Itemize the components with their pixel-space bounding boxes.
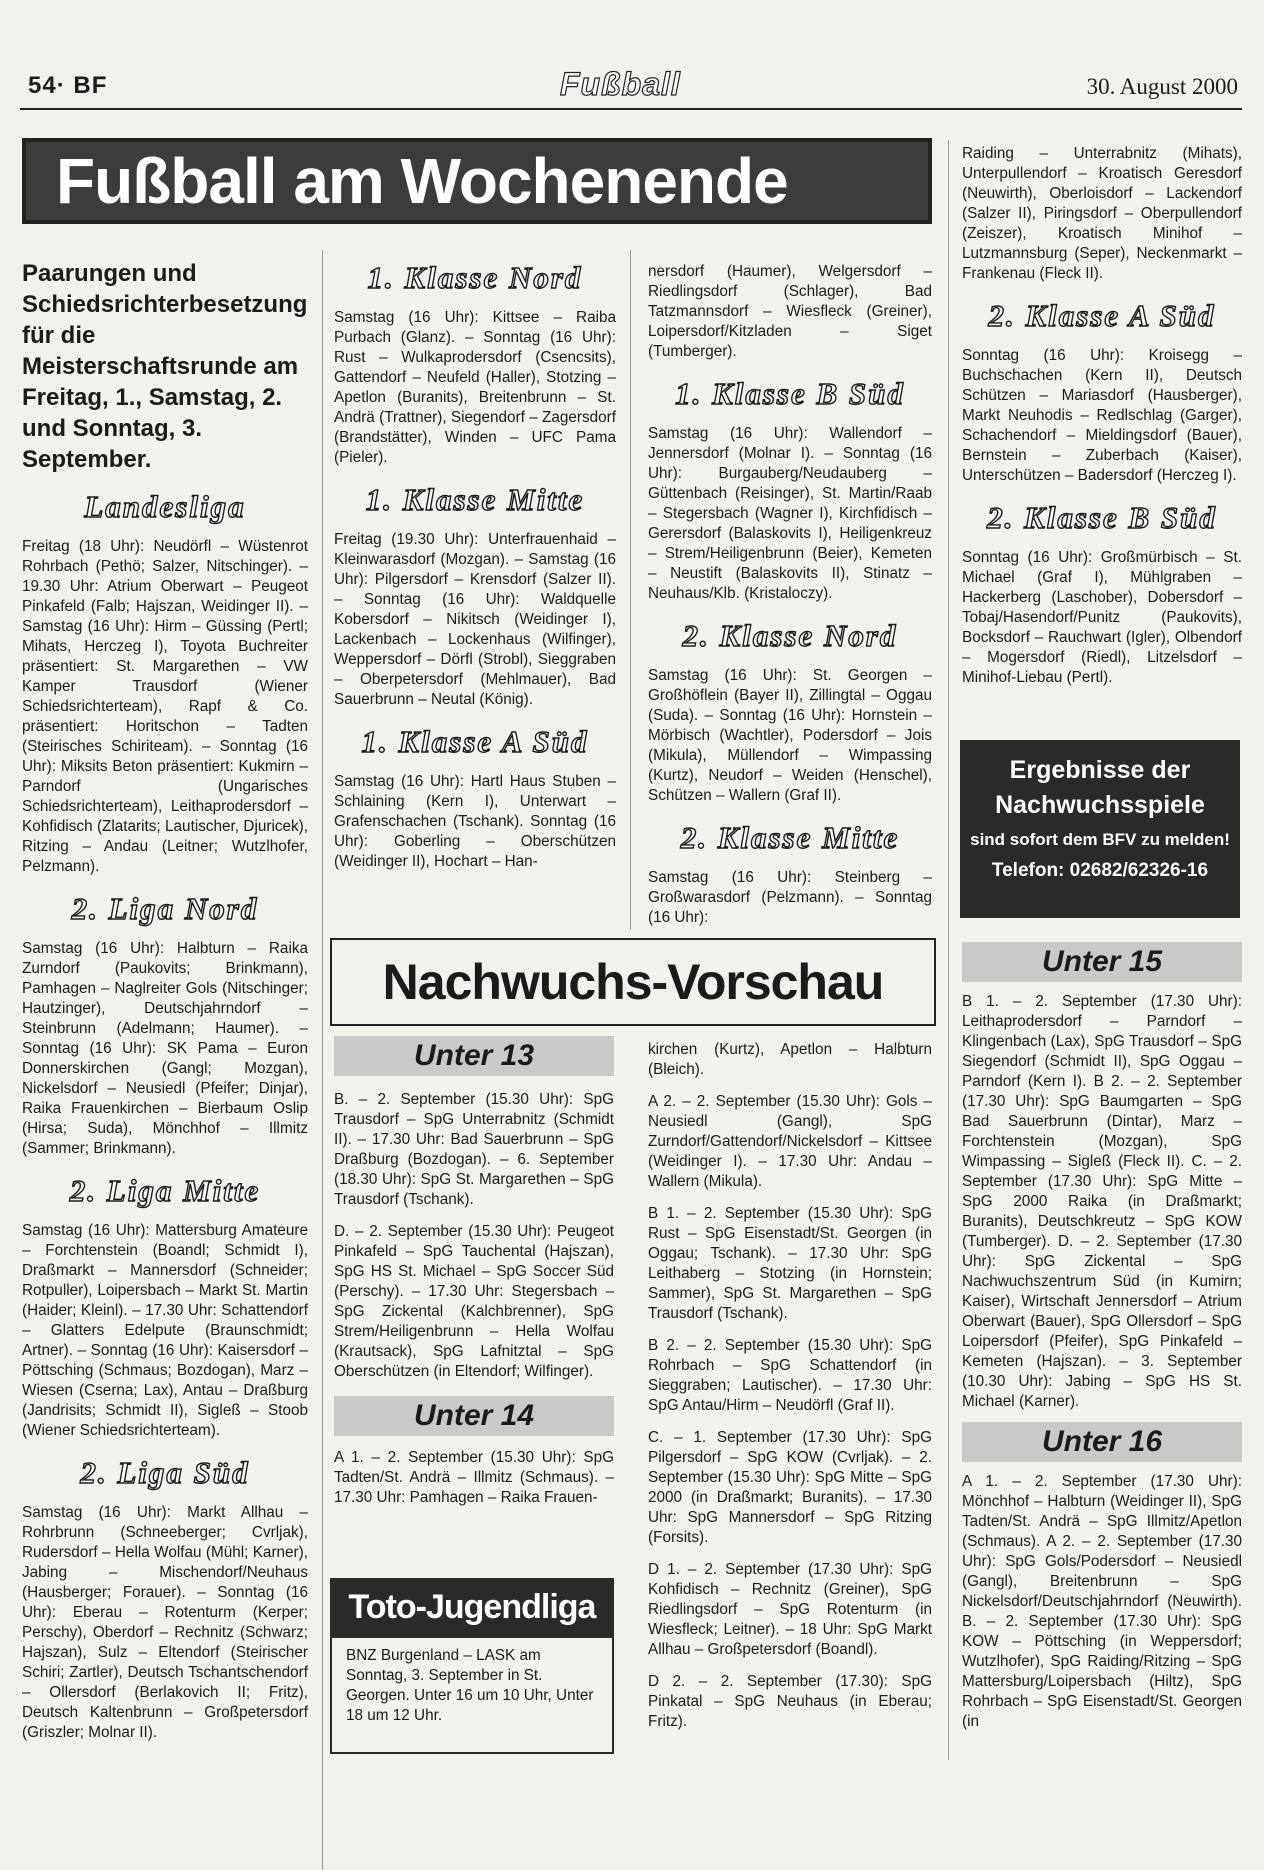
toto-league-title: Toto-Jugendliga (330, 1578, 614, 1636)
youth-fixtures: kirchen (Kurtz), Apetlon – Halbturn (Bleich). (648, 1041, 932, 1078)
header-rule (20, 108, 1242, 110)
league-heading: 1. Klasse Nord (367, 260, 583, 295)
youth-column-1 (334, 1036, 614, 1508)
page-number: 54· BF (28, 72, 108, 99)
youth-fixtures: B 1. – 2. September (15.30 Uhr): SpG Rust – SpG Eisenstadt/St. Georgen (in Oggau; Tschank). – 17.30 Uhr: SpG Leithaberg – Stotzing (in Hornstein; Sammer), SpG St. Margarethen – SpG Trausdorf (Tschank). (648, 1205, 932, 1322)
intro-text: Paarungen und Schiedsrichterbesetzung für die Meisterschaftsrunde am Freitag, 1., Samstag, 2. und Sonntag, 3. September. (22, 260, 308, 473)
column-3 (648, 262, 932, 928)
league-heading: 2. Klasse Mitte (680, 820, 900, 855)
league-heading: 2. Klasse A Süd (988, 298, 1216, 333)
league-text: Raiding – Unterrabnitz (Mihats), Unterpullendorf – Kroatisch Geresdorf (Neuwirth), Oberloisdorf – Lackendorf (Salzer II), Piringsdorf – Oberpullendorf (Zeiszer), Kroatisch Minihof – Lutzmannsburg (Seper), Neckenmarkt – Frankenau (Fleck II). (962, 145, 1242, 282)
league-text: Samstag (16 Uhr): Halbturn – Raika Zurndorf (Paukovits; Brinkmann), Pamhagen – Naglreiter Gols (Nitschinger; Hautzinger), Deutschjahrndorf – Steinbrunn (Adelmann; Haumer). – Sonntag (16 Uhr): SK Pama – Euron Donnerskirchen (Gangl; Mozgan), Nickelsdorf – Neusiedl (Pfeifer; Dinjar), Raika Frauenkirchen – Bierbaum Oslip (Hirsa; Suda), Mönchhof – Illmitz (Sammer; Brinkmann). (22, 940, 308, 1157)
notice-line: Nachwuchsspiele (995, 791, 1205, 819)
league-heading: 2. Liga Nord (71, 891, 259, 926)
youth-preview-title: Nachwuchs-Vorschau (330, 938, 936, 1026)
league-heading: 1. Klasse B Süd (675, 376, 905, 411)
league-text: Sonntag (16 Uhr): Kroisegg – Buchschachen (Kern II), Deutsch Schützen – Mariasdorf (Hausberger), Markt Neuhodis – Redlschlag (Garger), Schachendorf – Mieldingsdorf (Bauer), Bernstein – Zuberbach (Kaiser), Unterschützen – Badersdorf (Herczeg I). (962, 347, 1242, 484)
league-heading: 2. Liga Mitte (69, 1173, 261, 1208)
notice-line: sind sofort dem BFV zu melden! (970, 830, 1230, 849)
league-heading: Landesliga (84, 489, 246, 524)
youth-fixtures: B 2. – 2. September (15.30 Uhr): SpG Rohrbach – SpG Schattendorf (in Sieggraben; Lautischer). – 17.30 Uhr: SpG Antau/Hirm – Neudörfl (Graf II). (648, 1337, 932, 1414)
youth-fixtures: C. – 1. September (17.30 Uhr): SpG Pilgersdorf – SpG KOW (Cvrljak). – 2. September (15.30 Uhr): SpG Mitte – SpG 2000 (in Draßmarkt; Buranits). – 17.30 Uhr: SpG Mannersdorf – SpG Ritzing (Forsits). (648, 1429, 932, 1546)
age-group-heading: Unter 14 (334, 1396, 614, 1436)
league-heading: 1. Klasse Mitte (365, 482, 585, 517)
page-headline: Fußball am Wochenende (22, 138, 932, 224)
age-group-heading: Unter 13 (334, 1036, 614, 1076)
youth-fixtures: B. – 2. September (15.30 Uhr): SpG Trausdorf – SpG Unterrabnitz (Schmidt II). – 17.30 Uhr: Bad Sauerbrunn – SpG Draßburg (Bozdogan). – 6. September (18.30 Uhr): SpG St. Margarethen – SpG Trausdorf (Tschank). (334, 1091, 614, 1208)
column-divider (948, 140, 949, 1760)
issue-date: 30. August 2000 (1086, 74, 1238, 99)
league-heading: 2. Liga Süd (80, 1455, 250, 1490)
toto-league-text: BNZ Burgenland – LASK am Sonntag, 3. September in St. Georgen. Unter 16 um 10 Uhr, Unter 18 um 12 Uhr. (346, 1647, 594, 1724)
youth-fixtures: A 1. – 2. September (15.30 Uhr): SpG Tadten/St. Andrä – Illmitz (Schmaus). – 17.30 Uhr: Pamhagen – Raika Frauen- (334, 1449, 614, 1506)
youth-fixtures: D. – 2. September (15.30 Uhr): Peugeot Pinkafeld – SpG Tauchental (Hajszan), SpG HS St. Michael – SpG Soccer Süd (Perschy). – 17.30 Uhr: Stegersbach – SpG Zickental (Kalchbrenner), SpG Strem/Heiligenbrunn – Hella Wolfau (Krautsack), SpG Lafnitztal – SpG Oberschützen (in Eltendorf; Wilfinger). (334, 1223, 614, 1380)
column-4-youth (962, 942, 1242, 1732)
age-group-heading: Unter 15 (962, 942, 1242, 982)
league-text: Freitag (19.30 Uhr): Unterfrauenhaid – Kleinwarasdorf (Mozgan). – Samstag (16 Uhr): Pilgersdorf – Krensdorf (Salzer II). – Sonntag (16 Uhr): Waldquelle Kobersdorf – Nikitsch (Weidinger I), Lackenbach – Lockenhaus (Wilfinger), Weppersdorf – Dörfl (Strobl), Sieggraben – Oberpetersdorf (Mehlmauer), Bad Sauerbrunn – Neutal (König). (334, 531, 616, 708)
youth-fixtures: D 2. – 2. September (17.30): SpG Pinkatal – SpG Neuhaus (in Eberau; Fritz). (648, 1673, 932, 1730)
league-heading: 2. Klasse Nord (682, 618, 898, 653)
league-text: Samstag (16 Uhr): Kittsee – Raiba Purbach (Glanz). – Sonntag (16 Uhr): Rust – Wulkaprodersdorf (Csencsits), Gattendorf – Neufeld (Haller), Stotzing – Apetlon (Buranits), Breitenbrunn – St. Andrä (Trattner), Siegendorf – Zagersdorf (Brandstätter), Winden – UFC Pama (Pieler). (334, 309, 616, 466)
age-group-heading: Unter 16 (962, 1422, 1242, 1462)
youth-column-2 (648, 1040, 932, 1732)
column-2 (334, 250, 616, 872)
section-title: Fußball (560, 66, 681, 102)
league-heading: 2. Klasse B Süd (987, 500, 1217, 535)
league-text: Samstag (16 Uhr): Hartl Haus Stuben – Schlaining (Kern I), Unterwart – Grafenschachen (Tschank). Sonntag (16 Uhr): Goberling – Oberschützen (Weidinger II), Hochart – Han- (334, 773, 616, 870)
column-4 (962, 144, 1242, 688)
league-text: Samstag (16 Uhr): St. Georgen – Großhöflein (Bayer II), Zillingtal – Oggau (Suda). – Sonntag (16 Uhr): Hornstein – Mörbisch (Wachtler), Podersdorf – Jois (Mikula), Müllendorf – Wimpassing (Kurtz), Neudorf – Weiden (Henschel), Schützen – Wallern (Graf II). (648, 667, 932, 804)
league-text: Freitag (18 Uhr): Neudörfl – Wüstenrot Rohrbach (Pethö; Salzer, Nitschinger). – 19.30 Uhr: Atrium Oberwart – Peugeot Pinkafeld (Falb; Hajszan, Weidinger II). – Samstag (16 Uhr): Hirm – Güssing (Pertl; Mihats, Herczeg I), Toyota Buchreiter präsentiert: St. Margarethen – VW Kamper Trausdorf (Wiener Schiedsrichterteam), Rapf & Co. präsentiert: Horitschon – Tadten (Steirisches Schiriteam). – Sonntag (16 Uhr): Miksits Beton präsentiert: Kukmirn – Parndorf (Ungarisches Schiedsrichterteam), Leithaprodersdorf – Kohfidisch (Zlatarits; Lautischer, Djuricek), Ritzing – Andau (Leitner; Wutzlhofer, Pelzmann). (22, 538, 308, 875)
notice-line: Ergebnisse der (1009, 756, 1191, 784)
notice-phone: Telefon: 02682/62326-16 (991, 860, 1209, 881)
column-divider (630, 250, 631, 930)
toto-league-box (330, 1636, 614, 1754)
column-divider (322, 250, 323, 1870)
youth-fixtures: A 1. – 2. September (17.30 Uhr): Mönchhof – Halbturn (Weidinger II), SpG Tadten/St. Andrä – SpG Illmitz/Apetlon (Schmaus). A 2. – 2. September (17.30 Uhr): SpG Gols/Podersdorf – Neusiedl (Gangl), Breitenbrunn – SpG Nickelsdorf/Deutschjahrndorf (Neuwirth). B. – 2. September (17.30 Uhr): SpG KOW – Pöttsching (in Weppersdorf; Wutzlhofer), SpG Raiding/Ritzing – SpG Mattersburg/Loipersbach (Hiltz), SpG Rohrbach – SpG Eisenstadt/St. Georgen (in (962, 1473, 1242, 1730)
league-text: Samstag (16 Uhr): Wallendorf – Jennersdorf (Molnar I). – Sonntag (16 Uhr): Burgauberg/Neudauberg – Güttenbach (Reisinger), St. Martin/Raab – Stegersbach (Wagner I), Kirchfidisch – Gerersdorf (Balaskovits I), Heiligenkreuz – Strem/Heiligenbrunn (Beier), Kemeten – Neustift (Balaskovits II), Stinatz – Neuhaus/Klb. (Kristaloczy). (648, 425, 932, 602)
youth-fixtures: B 1. – 2. September (17.30 Uhr): Leithaprodersdorf – Parndorf – Klingenbach (Lax), SpG Trausdorf – SpG Siegendorf (Schmidt II), SpG Oggau – Parndorf (Kern I). B 2. – 2. September (17.30 Uhr): SpG Baumgarten – SpG Bad Sauerbrunn (Dintar), Marz – Forchtenstein (Mozgan), SpG Wimpassing – Sigleß (Fleck II). C. – 2. September (17.30 Uhr): SpG Mitte – SpG 2000 Raika (in Draßmarkt; Buranits), Deutschkreutz – SpG KOW (Tumberger). D. – 2. September (17.30 Uhr): SpG Zickental – SpG Nachwuchszentrum Süd (in Kumirn; Kaiser), Wirtschaft Jennersdorf – Atrium Oberwart (Bauer), SpG Ollersdorf – SpG Loipersdorf (Pfeifer), SpG Pinkafeld – Kemeten (Hajszan). – 3. September (10.30 Uhr): Jabing – SpG HS St. Michael (Karner). (962, 993, 1242, 1410)
league-text: Sonntag (16 Uhr): Großmürbisch – St. Michael (Graf I), Mühlgraben – Hackerberg (Laschober), Dobersdorf – Tobaj/Hasendorf/Punitz (Paukovits), Bocksdorf – Rauchwart (Igler), Olbendorf – Mogersdorf (Riedl), Litzelsdorf – Minihof-Liebau (Pertl). (962, 549, 1242, 686)
league-text: Samstag (16 Uhr): Mattersburg Amateure – Forchtenstein (Boandl; Schmidt I), Draßmarkt – Mannersdorf (Schneider; Rotpuller), Loipersbach – Markt St. Martin (Haider; Kleinl). – 17.30 Uhr: Schattendorf – Glatters Edelpute (Braunschmidt; Artner). – Sonntag (16 Uhr): Kaisersdorf – Pöttsching (Schmaus; Bozdogan), Marz – Wiesen (Cserna; Lax), Antau – Draßburg (Jandrisits; Schmidt II), Sigleß – Stoob (Wiener Schiedsrichterteam). (22, 1222, 308, 1439)
league-text: Samstag (16 Uhr): Markt Allhau – Rohrbrunn (Schneeberger; Cvrljak), Rudersdorf – Hella Wolfau (Mühl; Karner), Jabing – Mischendorf/Neuhaus (Hausberger; Forauer). – Sonntag (16 Uhr): Eberau – Rotenturm (Kerper; Perschy), Oberdorf – Rechnitz (Schwarz; Hajszan), Sulz – Eltendorf (Steirischer Schiri; Zartler), Deutsch Tschantschendorf – Ollersdorf (Berlakovich II; Fritz), Deutsch Kaltenbrunn – Großpetersdorf (Griszler; Molnar II). (22, 1504, 308, 1741)
league-text: nersdorf (Haumer), Welgersdorf – Riedlingsdorf (Schlager), Bad Tatzmannsdorf – Wiesfleck (Greiner), Loipersdorf/Kitzladen – Siget (Tumberger). (648, 263, 932, 360)
results-notice-box (960, 740, 1240, 918)
column-1 (22, 258, 308, 1743)
league-text: Samstag (16 Uhr): Steinberg – Großwarasdorf (Pelzmann). – Sonntag (16 Uhr): (648, 869, 932, 926)
youth-fixtures: A 2. – 2. September (15.30 Uhr): Gols – Neusiedl (Gangl), SpG Zurndorf/Gattendorf/Nickelsdorf – Kittsee (Weidinger I). – 17.30 Uhr: Andau – Wallern (Mikula). (648, 1093, 932, 1190)
league-heading: 1. Klasse A Süd (361, 724, 589, 759)
youth-fixtures: D 1. – 2. September (17.30 Uhr): SpG Kohfidisch – Rechnitz (Greiner), SpG Riedlingsdorf – SpG Rotenturm (in Wiesfleck; Leitner). – 18 Uhr: SpG Markt Allhau – Großpetersdorf (Boandl). (648, 1561, 932, 1658)
